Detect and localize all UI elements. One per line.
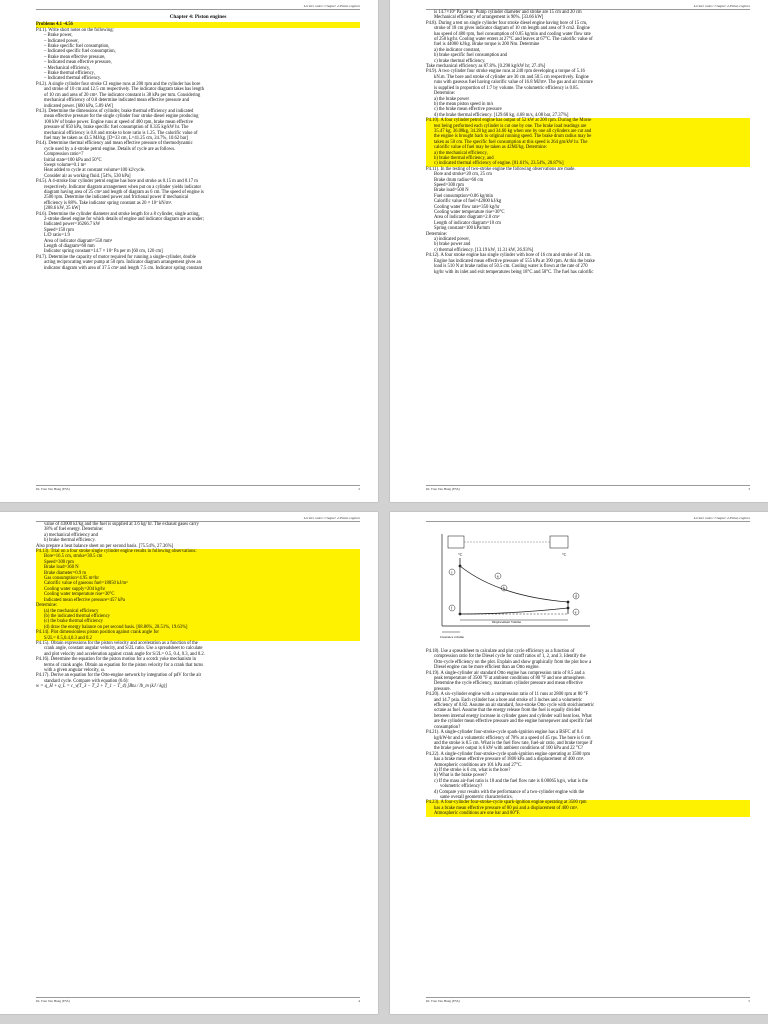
text-line: crank angle, constant angular velocity, and S/2L ratio. Use a spreadsheet to calculate [44,646,203,652]
text-line: – Indicated thermal efficiency. [44,76,102,82]
running-header: Lecture notes: Chapter 4 Piston engines [693,4,750,8]
text-line: of 250 kg/hr. Cooling water enters at 27°C and leaves at 67°C. The calorific value of [434,37,593,43]
text-line: P4.21). A single-cylinder four-stroke-cycle spark-ignition engine has a BSFC of 0.4 [426,730,583,736]
text-line: Cooling water temperature rise=30°C [36,592,360,597]
text-line: – Brake specific fuel consumption, [44,44,110,50]
text-line: Brake diameter=0.9 m [36,571,360,576]
text-line: kg/hr with its inlet and exit temperatures being 18°C and 58°C. The fuel has calorific [434,269,594,275]
text-line: – Brake mean effective pressure, [44,54,106,60]
text-line: Brake drum radius=60 cm [434,177,484,183]
page-footer [36,997,360,1003]
text-line: of 10 cm and area of 20 cm². The indicator constant is 38 kPa per mm. Considering [44,92,201,98]
pv-diagram-figure [430,526,600,646]
text-line: S/2L= 0.5,0.4,0.3 and 0.2 [36,636,360,641]
text-line: is 14.7×10⁷ Pa per m. Pump cylinder diameter and stroke are 15 cm and 20 cm [434,10,582,15]
text-line: octane as fuel. Assume that the energy release from the fuel is equally divided [434,708,581,714]
text-line: indicator diagram with area of 37.5 cm² and length 7.5 cm. Indicator spring constant [44,265,203,271]
text-line: P4.3). Determine the dimensions of cylinder, brake thermal efficiency and indicated [36,108,194,114]
text-line: and 14.7 psia. Each cylinder has a bore and stroke of 3 inches and a volumetric [434,697,583,703]
text-line: b) brake specific fuel consumption and [434,53,508,59]
text-line: Indicator spring constant=14.7 × 10⁷ Pa per m [60 cm, 120 cm] [44,249,163,255]
text-line: Engine has indicated mean effective pressure of 555 kPa at 390 rpm. At this the brake [434,258,595,264]
text-line: d) Compare your results with the performance of a two-cylinder engine with the [434,789,585,795]
text-line: – Indicated power, [44,38,79,44]
text-line: Gas consumption=4.95 m³/hr [36,576,360,581]
text-line: consumption? [434,724,461,730]
text-line: Indicated power=16266.7 kW [44,222,101,228]
text-line: Determine: [36,603,360,608]
page-number: 5 [748,999,750,1003]
text-line: acting reciprocating water pump at 50 rpm. Indicator diagram arrangement gives an [44,260,201,266]
text-line: – Brake thermal efficiency, [44,71,95,77]
text-line: P4.17). Derive an equation for the Otto-engine network by integration of pdV for the air [36,673,202,679]
text-line: P4.9). A two cylinder four stroke engine runs at 240 rpm developing a torque of 5.16 [426,69,585,75]
text-line: a) mechanical efficiency and [44,532,98,538]
text-line: b) the mean piston speed in m/s [434,101,494,107]
text-line: P4.10). A four cylinder petrol engine has output of 52 kW at 200 rpm. During the Morse [426,118,750,123]
text-line: Swept volume=0.1 m³ [44,162,86,168]
text-line: [208.6 kW, 25 kW] [44,206,81,212]
text-line: P4.14). Plot dimensionless piston position against crank angle for [36,630,360,635]
text-line: Bore=16.5 cm, stroke=30.5 cm [36,554,360,559]
text-line: stroke of 18 cm gives indicator diagram of 10 cm length and area of 9 cm2. Engine [434,26,590,32]
text-line: b) brake thermal efficiency. [44,538,96,544]
text-line: Problems 4.1 -4.56 [36,22,360,27]
text-line: between internal energy increase in cylinder gases and cylinder wall heat loss. What [434,713,592,719]
text-lines [426,10,750,275]
text-line: Compression ratio=7 [44,152,84,158]
text-lines [426,649,750,817]
page-number: 2 [358,487,360,491]
text-line: L/D ratio=1.9 [44,233,70,239]
running-header: Lecture notes: Chapter 4 Piston engines [693,516,750,520]
text-line: test being performed each cylinder is cut one by one. The brake load readings are [426,124,750,129]
state-label-a: a [496,573,499,579]
text-line: cycle used by a 4-stroke petrol engine. Details of cycle are as follows. [44,146,176,152]
text-line: a) indicated power, [434,237,470,243]
text-line: Cooling water temperature rise=30°C [434,210,505,216]
page-body [426,10,750,275]
text-line: P4.16). Determine the equation for the piston motion for a scotch yoke mechanism in [36,657,196,663]
text-line: load is 510 N at brake radius of 50.5 cm. Cooling water is flown at the rate of 270 [434,264,588,270]
text-line: c) the brake mean effective pressure [434,107,502,113]
document-page-1 [0,0,378,502]
text-line: the brake power output is 6 kW with ambient conditions of 100 kPa and 22 °C? [434,746,584,752]
text-line: (d) draw the energy balance on per second basis. [68.86%, 28.51%, 19.63%] [36,625,360,630]
text-line: b) brake power and [434,242,471,248]
text-line: fuel may be taken as 43.5 MJ/kg. [D=33 cm, L=41.25 cm, 24.7%, 10.62 bar] [44,135,188,141]
text-line: Length of indicator diagram=10 cm [434,220,501,226]
text-line: P4.22). A single-cylinder four-stroke-cycle spark-ignition engine operating at 3500 rpm [426,751,591,757]
text-line: the engine is brought back to original running speed. The brake drum radius may be [426,134,750,139]
text-line: fuel is 44000 kJ/kg. Brake torque is 200 Nm. Determine [434,42,540,48]
running-header: Lecture notes: Chapter 4 Piston engines [303,4,360,8]
text-line: value of 43000 kJ/kg and the fuel is supplied at 3.6 kg/ hr. The exhaust gases carry [44,522,199,527]
text-line: Atmospheric conditions are one bar and 80°F. [426,811,750,816]
text-line: (b) the indicated thermal efficiency [36,614,360,619]
text-line: and plot velocity and acceleration against crank angle for S/2L= 0.5, 0.4, 0.3, and 0.2. [44,651,205,657]
text-line: efficiency of 0.82. Assume an air standard, four-stroke Otto cycle with stoichiometric [434,703,595,709]
text-line: Brake load=500 N [434,188,469,194]
text-line: Speed=300 rpm [434,183,464,188]
text-line: efficiency is 88%. Take indicator spring constant as 20 × 10⁷ kN/m³. [44,200,173,206]
text-line: standard cycle. Compare with equation (6.6): [44,678,129,684]
text-line: Initial state=100 kPa and 50°C [44,157,102,163]
page-body [36,10,360,271]
text-line: P4.7). Determine the capacity of motor required for running a single-cylinder, double [36,254,196,260]
text-line: Brake load=360 N [36,565,360,570]
text-line: Length of diagram=60 mm [44,244,95,250]
text-line: 2500 rpm. Determine the indicated power and frictional power if mechanical [44,195,189,201]
document-page-4 [390,512,768,1014]
document-page-3 [0,512,378,1014]
text-line: P4.13). Trial on a four stroke single cylinder engine results in following observations: [36,549,360,554]
text-line: Take mechanical efficiency as 87.8%. [0.298 kg/kW hr; 27.4%] [426,64,546,70]
text-line: Area of indicator diagram=550 mm² [44,238,113,244]
page-footer [426,997,750,1003]
text-lines [36,22,360,271]
text-line: c) thermal efficiency. [13.19 kW, 11.31 kW, 26.93%] [434,247,534,253]
text-line: P4.11). In the testing of two-stroke engine the following observations are made. [426,166,576,172]
text-line: w = q_H + q_L = c_v(T_3 − T_2 + T_1 − T_4) [Btu / lb_m (kJ / kg)] [36,684,168,690]
clearance-volume-label: Clearance volume [440,635,464,639]
text-line: c) brake thermal efficiency. [434,58,486,64]
text-line: a) If the stroke is 6 cm, what is the bore? [434,767,511,773]
text-line: mean effective pressure for the single cylinder four stroke diesel engine producing [44,114,199,120]
page-number: 3 [748,487,750,491]
text-line: 100 kW of brake power. Engine runs at speed of 400 rpm, brake mean effective [44,119,193,125]
page-body [36,522,360,690]
text-line: P4.4). Determine thermal efficiency and mean effective pressure of thermodynamic [36,141,193,147]
text-line: Mechanical efficiency of arrangement is 90%. [33.66 kW] [434,15,544,21]
text-line: c) If the mass air-fuel ratio is 18 and the fuel flow rate is 0.00065 kg/s, what is the [434,778,588,784]
text-line: b) brake thermal efficiency, and [426,156,750,161]
text-line: diagram having area of 25 cm² and length of diagram as 6 cm. The speed of engine is [44,190,204,195]
text-line: c) indicated thermal efficiency of engine. [81.61%, 23.54%, 28.87%] [426,161,750,166]
state-label-c: c [450,569,453,575]
text-line: – Indicated specific fuel consumption, [44,49,116,55]
state-label-d: d [574,593,577,599]
text-line: kN.m. The bore and stroke of cylinder are 30 cm and 50.5 cm respectively. Engine [434,74,589,80]
text-line: Area of indicator diagram=2.8 cm² [434,215,500,221]
text-line: Speed=150 rpm [44,227,74,233]
text-line: pressure of 850 kPa, brake specific fuel consumption of 0.335 kg/kW hr. The [44,125,189,131]
text-line: P4.18). Use a spreadsheet to calculate and plot cycle efficiency as a function of [426,649,575,654]
text-line: and stroke of 10 cm and 12.5 cm respectively. The indicator diagram takes has length [44,87,204,93]
text-line: compression ratio for the Diesel cycle for cutoff ratios of 1, 2, and 3. Identify the [434,654,586,660]
state-label-e: e [574,609,577,615]
footer-author: Dr. Tran Van Hung (ESS) [426,487,460,491]
document-page-2 [390,0,768,502]
text-line: Bore and stroke=20 cm, 25 cm [434,172,492,178]
text-line: Otto-cycle efficiency on the plot. Explain and show graphically from the plot how a [434,659,592,665]
text-line: P4.19). A single-cylinder air standard Otto engine has compression ratio of 8.5 and a [426,670,585,676]
text-line: kg/kW-hr and a volumetric efficiency of 78% at a speed of 45 rps. The bore is 6 cm [434,735,591,741]
text-line: – Mechanical efficiency, [44,65,91,71]
text-line: (c) the brake thermal efficiency [36,619,360,624]
text-line: has speed of 480 rpm, fuel consumption of 0.05 kg/min and cooling water flow rate [434,31,591,37]
text-line: has a brake mean effective pressure of 80 psi and a displacement of 400 cm³. [426,806,750,811]
text-line: calorific value of fuel may be taken as 42MJ/kg. Determine: [426,145,750,150]
text-line: Indicated mean effective pressure=457 kPa [36,598,360,603]
pv-diagram [430,526,600,646]
text-lines [36,522,360,690]
text-line: Cooling water flow rate=350 kg/hr [434,204,500,210]
text-line: indicated power. [600 kPa, 5.89 kW] [44,103,113,109]
text-line: 2-stroke diesel engine for which details of engine and indicator diagram are as under; [44,217,204,223]
text-line: is supplied in proportion of 1:7 by volume. The volumetric efficiency is 0.85. [434,85,579,91]
page-number: 4 [358,999,360,1003]
footer-author: Dr. Tran Van Hung (ESS) [36,999,70,1003]
text-line: Calorific value of fuel=42000 kJ/kg [434,199,502,205]
text-line: runs with gaseous fuel having calorific value of 16.8 MJ/m³. The gas and air mixture [434,80,593,86]
footer-author: Dr. Tran Van Hung (ESS) [426,999,460,1003]
text-line: Speed=300 rpm [36,560,360,565]
text-line: 38% of fuel energy. Determine: [44,527,104,533]
text-line: d) the brake thermal efficiency. [129.68 kg, 4.68 m/s, 4.08 bar, 27.37%] [434,112,569,118]
text-line: taken as 50 cm. The specific fuel consumption at this speed is 264 gm/kW hr. The [426,140,750,145]
text-line: with a given angular velocity, ω. [44,667,105,673]
text-line: pressure. [434,686,451,692]
text-line: a) the brake power [434,96,470,102]
page-footer [426,485,750,491]
text-line: P4.6). Determine the cylinder diameter and stroke length for a 8 cylinder, single acting, [36,211,200,217]
text-line: Diesel engine can be more efficient than an Otto engine. [434,665,540,671]
text-line: P4.8). During a test on single cylinder four stroke diesel engine having bore of 15 cm, [426,20,588,26]
text-line: Cooling water supply=204 kg/hr [36,587,360,592]
text-line: volumetric efficiency? [440,784,483,790]
state-label-b: b [502,585,505,591]
text-line: are the cylinder mean effective pressure and the engine horsepower and specific fuel [434,719,593,725]
text-line: mechanical efficiency is 0.8 and stroke to bore ratio is 1.25. The calorific value of [44,130,198,136]
text-line: Heat added to cycle at constant volume=100 kJ/cycle. [44,168,146,174]
footer-author: Dr. Tran Van Hung (ESS) [36,487,70,491]
text-line: Also prepare a heat balance sheet on per second basis. [75.54%, 27.36%] [36,543,174,549]
displacement-volume-label: Displacement Volume [492,620,522,624]
text-line: same overall geometric characteristics. [440,794,513,800]
text-line: – Brake power, [44,33,73,39]
text-line: P4.1). Write short notes on the following: [36,27,114,33]
text-line: Atmospheric conditions are 101 kPa and 27°C. [434,762,523,768]
text-line: b) What is the brake power? [434,773,487,779]
text-line: has a brake mean effective pressure of 1800 kPa and a displacement of 400 cm³. [434,757,585,763]
text-line: Determine the cycle efficiency, maximum cylinder pressure and mean effective [434,681,583,687]
text-line: Fuel consumption=0.06 kg/min [434,193,494,199]
chapter-title: Chapter 4: Piston engines [169,14,227,20]
left-temp-label: °C [458,552,463,557]
text-line: Calorific value of gaseous fuel=18850 kJ/m³ [36,581,360,586]
text-line: (a) the mechanical efficiency [36,609,360,614]
page-body [426,522,750,817]
text-line: respectively. Indicator diagram arrangement when put on a cylinder yields indicator [44,184,202,190]
text-line: Determine: [434,91,456,97]
text-line: mechanical efficiency of 0.8 determine indicated mean effective pressure and [44,98,190,104]
text-line: P4.20). A six-cylinder engine with a compression ratio of 11 runs at 2800 rpm at 80 °F [426,692,589,698]
text-line: a) the mechanical efficiency, [426,151,750,156]
text-line: Spring constant=100 kPa/mm [434,226,490,232]
text-line: P4.23). A four-cylinder four-stroke-cycle spark-ignition engine operating at 3500 rpm [426,800,750,805]
text-line: P4.15). Obtain expressions for the piston velocity and acceleration as a function of the [36,640,198,646]
state-label-f: f [450,605,453,611]
text-line: Consider air as working fluid. [54%, 530 kPa] [44,173,131,179]
page-footer [36,485,360,491]
text-line: a) the indicator constant, [434,47,481,53]
text-line: P4.2). A single cylinder four stroke CI engine runs at 200 rpm and the cylinder has bore [36,81,201,87]
text-line: Determine: [426,231,448,237]
text-line: 35.47 kg, 36.08kg, 34.28 kg and 34.66 kg when one by one all cylinders are cut and [426,129,750,134]
text-line: – Indicated mean effective pressure, [44,60,112,66]
running-header: Lecture notes: Chapter 4 Piston engines [303,516,360,520]
text-line: and the stroke is 8.5 cm. What is the fuel flow rate, fuel-air ratio, and brake torque if [434,740,593,746]
text-line: peak temperature of 3500 °F at ambient conditions of 80 °F and one atmosphere. [434,676,586,682]
text-line: P4.5). A 4-stroke four cylinder petrol engine has bore and stroke as 0.15 m and 0.17 m [36,179,198,185]
text-line: terms of crank angle. Obtain an equation for the piston velocity for a crank that turns [44,662,204,668]
text-line: P4.12). A four stroke engine has single cylinder with bore of 16 cm and stroke of 34 cm. [426,253,592,259]
right-temp-label: °C [562,552,567,557]
